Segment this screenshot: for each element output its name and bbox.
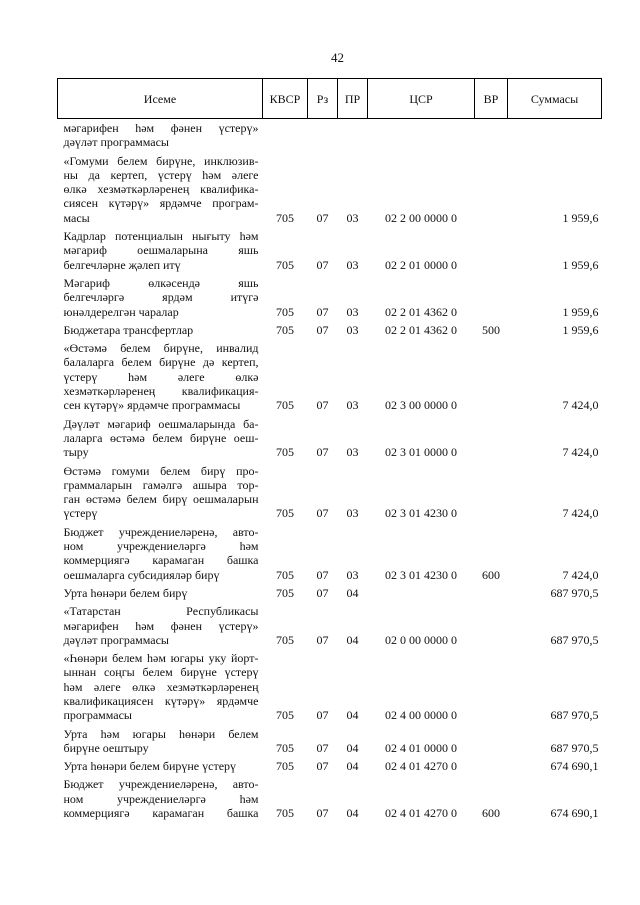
item-name-cell (58, 276, 263, 323)
item-name-line: белгечләргә ярдәм итүгә (63, 290, 259, 305)
csr-cell: 02 4 01 4270 0 (385, 759, 457, 774)
csr-cell: 02 3 01 4230 0 (385, 567, 457, 582)
sum-cell: 674 690,1 (550, 806, 599, 821)
sum-cell: 7 424,0 (562, 567, 599, 582)
item-name-line: сиясен күтәрү» ярдәмче програм- (63, 196, 259, 211)
item-name-line: коммерциягә карамаган башка (63, 806, 259, 821)
item-name-cell (58, 525, 263, 586)
kvsr-cell: 705 (276, 632, 294, 647)
vr-cell: 600 (482, 806, 500, 821)
pr-cell: 03 (346, 257, 359, 272)
item-name-line: сен күтәрү» ярдәмче программасы (63, 398, 241, 413)
pr-cell: 03 (346, 304, 359, 319)
rz-cell: 07 (316, 585, 329, 600)
pr-cell (338, 119, 368, 154)
item-name-line: Бюджет учреждениеләренә, авто- (63, 524, 259, 539)
vr-cell (475, 276, 508, 323)
item-name-line: «Татарстан Республикасы (63, 604, 259, 619)
rz-cell: 07 (316, 632, 329, 647)
kvsr-cell: 705 (276, 759, 294, 774)
item-name-line: лаларга өстәмә белем бирүне оеш- (63, 430, 259, 445)
item-name-line: дәүләт программасы (63, 632, 169, 647)
sum-cell: 7 424,0 (562, 445, 599, 460)
vr-cell (475, 341, 508, 416)
kvsr-cell: 705 (276, 585, 294, 600)
sum-cell: 7 424,0 (562, 506, 599, 521)
header-csr: ЦСР (368, 79, 475, 119)
vr-cell (475, 417, 508, 464)
item-name-line: ыннан соңгы белем бирүне үстерү (63, 665, 259, 680)
item-name-line: юнәлдерелгән чаралар (63, 304, 179, 319)
kvsr-cell: 705 (276, 445, 294, 460)
item-name-cell (58, 759, 263, 777)
item-name-cell (58, 417, 263, 464)
table-row (58, 525, 602, 586)
rz-cell: 07 (316, 708, 329, 723)
pr-cell: 04 (346, 759, 359, 774)
rz-cell (308, 119, 338, 154)
pr-cell: 04 (346, 806, 359, 821)
item-name-line: программасы (63, 708, 132, 723)
item-name-line: Өстәмә гомуми белем бирү про- (63, 463, 259, 478)
vr-cell (475, 154, 508, 229)
table-row (58, 777, 602, 824)
kvsr-cell: 705 (276, 322, 294, 337)
sum-cell: 687 970,5 (550, 632, 599, 647)
item-name-line: Урта һәм югары һөнәри белем (63, 726, 259, 741)
item-name-line: белгечләрне җәлеп итү (63, 257, 181, 272)
rz-cell: 07 (316, 445, 329, 460)
item-name-line: оешмаларга субсидияләр бирү (63, 567, 220, 582)
item-name-line: дәүләт программасы (63, 135, 169, 150)
pr-cell: 04 (346, 708, 359, 723)
item-name-line: «Гомуми белем бирүне, инклюзив- (63, 153, 259, 168)
rz-cell: 07 (316, 210, 329, 225)
pr-cell: 03 (346, 210, 359, 225)
sum-cell: 687 970,5 (550, 740, 599, 755)
pr-cell: 04 (346, 740, 359, 755)
sum-cell: 1 959,6 (562, 210, 599, 225)
rz-cell: 07 (316, 740, 329, 755)
item-name-cell (58, 651, 263, 726)
csr-cell: 02 2 00 0000 0 (385, 210, 457, 225)
item-name-cell (58, 586, 263, 604)
csr-cell: 02 4 01 0000 0 (385, 740, 457, 755)
item-name-line: Урта һөнәри белем бирүне үстерү (63, 759, 237, 774)
item-name-cell (58, 604, 263, 651)
item-name-cell (58, 323, 263, 341)
item-name-line: үстерү (63, 506, 98, 521)
sum-cell: 1 959,6 (562, 304, 599, 319)
item-name-line: хезмәткәрләренең квалификация- (63, 384, 259, 399)
kvsr-cell: 705 (276, 398, 294, 413)
vr-cell (475, 464, 508, 525)
item-name-line: ган өстәмә белем бирү оешмаларын (63, 492, 259, 507)
vr-cell (475, 604, 508, 651)
table-row (58, 119, 602, 154)
item-name-line: Дәүләт мәгариф оешмаларында ба- (63, 416, 259, 431)
table-body (58, 119, 602, 825)
item-name-line: Бюджет учреждениеләренә, авто- (63, 777, 259, 792)
table-row (58, 464, 602, 525)
vr-cell: 500 (482, 322, 500, 337)
header-vr: ВР (475, 79, 508, 119)
item-name-line: Кадрлар потенциалын нығыту һәм (63, 229, 259, 244)
vr-cell (475, 229, 508, 276)
item-name-cell (58, 777, 263, 824)
item-name-cell (58, 341, 263, 416)
item-name-line: масы (63, 210, 90, 225)
header-row (58, 79, 602, 119)
rz-cell: 07 (316, 506, 329, 521)
csr-cell: 02 3 01 0000 0 (385, 445, 457, 460)
item-name-line: граммаларын гамәлгә ашыра тор- (63, 477, 259, 492)
sum-cell: 1 959,6 (562, 257, 599, 272)
item-name-line: «Һөнәри белем һәм югары уку йорт- (63, 651, 259, 666)
kvsr-cell: 705 (276, 806, 294, 821)
item-name-line: балаларга белем бирүне дә кертеп, (63, 355, 259, 370)
vr-cell (475, 586, 508, 604)
vr-cell (475, 119, 508, 154)
header-pr: ПР (338, 79, 368, 119)
table-row (58, 759, 602, 777)
csr-cell: 02 2 01 4362 0 (385, 304, 457, 319)
sum-cell (508, 119, 602, 154)
csr-cell: 02 3 00 0000 0 (385, 398, 457, 413)
csr-cell: 02 2 01 4362 0 (385, 322, 457, 337)
kvsr-cell: 705 (276, 257, 294, 272)
table-row (58, 417, 602, 464)
kvsr-cell: 705 (276, 304, 294, 319)
item-name-line: Мәгариф өлкәсендә яшь (63, 275, 259, 290)
pr-cell: 03 (346, 322, 359, 337)
item-name-cell (58, 464, 263, 525)
rz-cell: 07 (316, 304, 329, 319)
vr-cell (475, 727, 508, 760)
item-name-cell (58, 119, 263, 154)
item-name-line: Бюджетара трансфертлар (63, 322, 194, 337)
item-name-cell (58, 154, 263, 229)
item-name-line: тыру (63, 445, 89, 460)
rz-cell: 07 (316, 257, 329, 272)
sum-cell: 687 970,5 (550, 708, 599, 723)
rz-cell: 07 (316, 759, 329, 774)
pr-cell: 03 (346, 567, 359, 582)
csr-cell: 02 4 01 4270 0 (385, 806, 457, 821)
kvsr-cell: 705 (276, 740, 294, 755)
item-name-line: мәгарифен һәм фәнен үстерү» (63, 618, 259, 633)
sum-cell: 1 959,6 (562, 322, 599, 337)
header-sum: Суммасы (508, 79, 602, 119)
budget-table (57, 78, 602, 824)
table-row (58, 154, 602, 229)
table-row (58, 586, 602, 604)
item-name-line: мәгарифен һәм фәнен үстерү» (63, 121, 259, 135)
table-row (58, 604, 602, 651)
table-row (58, 229, 602, 276)
table-row (58, 276, 602, 323)
item-name-line: һәм әлеге өлкә хезмәткәрләренең (63, 679, 259, 694)
csr-cell: 02 2 01 0000 0 (385, 257, 457, 272)
pr-cell: 03 (346, 398, 359, 413)
pr-cell: 04 (346, 632, 359, 647)
page-number: 42 (331, 50, 344, 65)
vr-cell (475, 651, 508, 726)
rz-cell: 07 (316, 567, 329, 582)
item-name-line: мәгариф оешмаларына яшь (63, 243, 259, 258)
csr-cell (368, 586, 475, 604)
item-name-line: ны да кертеп, үстерү һәм әлеге (63, 167, 259, 182)
sum-cell: 674 690,1 (550, 759, 599, 774)
kvsr-cell (263, 119, 308, 154)
item-name-line: «Өстәмә белем бирүне, инвалид (63, 341, 259, 356)
pr-cell: 03 (346, 506, 359, 521)
item-name-line: үстерү һәм әлеге өлкә (63, 369, 259, 384)
pr-cell: 04 (346, 585, 359, 600)
kvsr-cell: 705 (276, 210, 294, 225)
kvsr-cell: 705 (276, 708, 294, 723)
pr-cell: 03 (346, 445, 359, 460)
item-name-line: өлкә хезмәткәрләренең квалифика- (63, 182, 259, 197)
rz-cell: 07 (316, 398, 329, 413)
table-row (58, 651, 602, 726)
table-row (58, 323, 602, 341)
table-header (58, 79, 602, 119)
item-name-cell (58, 727, 263, 760)
kvsr-cell: 705 (276, 506, 294, 521)
csr-cell (368, 119, 475, 154)
item-name-line: бирүне оештыру (63, 740, 149, 755)
sum-cell: 687 970,5 (550, 585, 599, 600)
header-rz: Рз (308, 79, 338, 119)
item-name-line: ном учреждениеләргә һәм (63, 539, 259, 554)
kvsr-cell: 705 (276, 567, 294, 582)
table-row (58, 341, 602, 416)
header-kvsr: КВСР (263, 79, 308, 119)
rz-cell: 07 (316, 806, 329, 821)
sum-cell: 7 424,0 (562, 398, 599, 413)
csr-cell: 02 4 00 0000 0 (385, 708, 457, 723)
vr-cell: 600 (482, 567, 500, 582)
item-name-cell (58, 229, 263, 276)
item-name-line: Урта һөнәри белем бирү (63, 585, 188, 600)
item-name-line: ном учреждениеләргә һәм (63, 791, 259, 806)
table-row (58, 727, 602, 760)
header-name: Исеме (58, 79, 263, 119)
vr-cell (475, 759, 508, 777)
item-name-line: квалификациясен күтәрү» ярдәмче (63, 693, 259, 708)
item-name-line: коммерциягә карамаган башка (63, 553, 259, 568)
csr-cell: 02 0 00 0000 0 (385, 632, 457, 647)
rz-cell: 07 (316, 322, 329, 337)
csr-cell: 02 3 01 4230 0 (385, 506, 457, 521)
